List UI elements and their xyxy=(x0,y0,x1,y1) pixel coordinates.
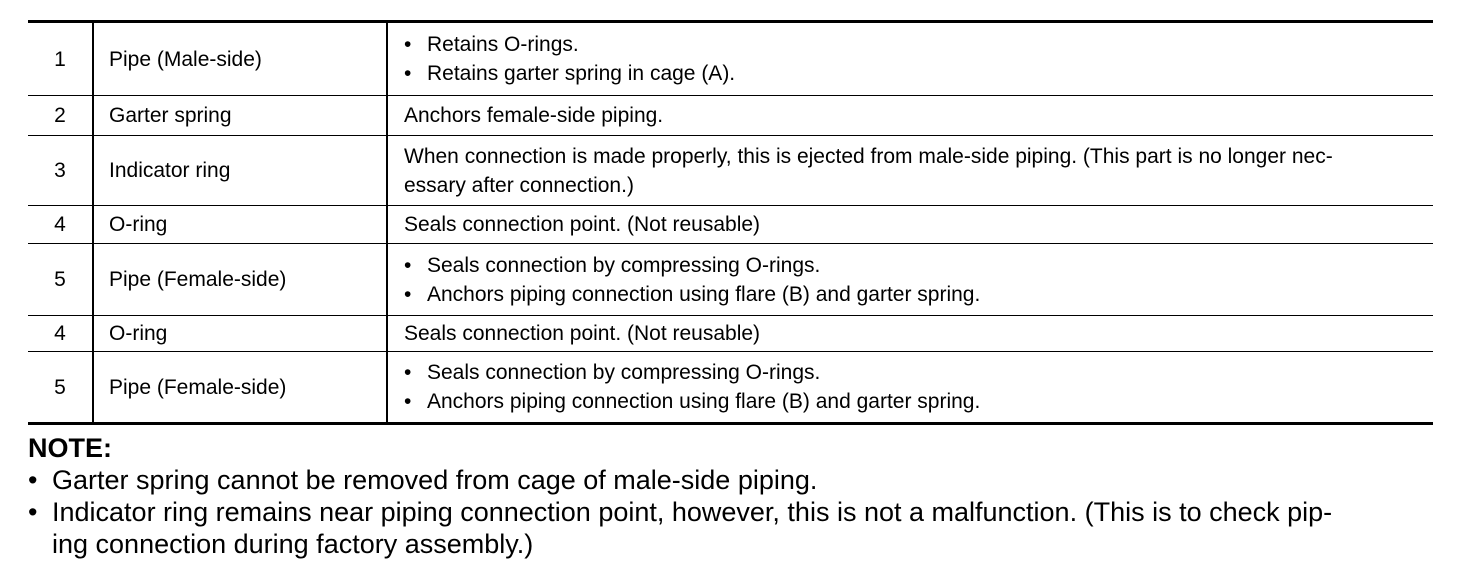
part-function: Anchors female-side piping. xyxy=(387,96,1433,136)
function-text-line: When connection is made properly, this is ejected from male-side piping. (This part is no longer nec- xyxy=(404,144,1333,168)
part-number: 1 xyxy=(28,22,93,96)
part-function: Seals connection point. (Not reusable) xyxy=(387,316,1433,352)
part-number: 4 xyxy=(28,206,93,244)
table-row xyxy=(28,96,1433,136)
table-row xyxy=(28,316,1433,352)
note-list xyxy=(28,464,1438,560)
table-row xyxy=(28,244,1433,316)
list-item xyxy=(28,496,1438,560)
part-name: Indicator ring xyxy=(93,136,387,206)
note-text-line: Garter spring cannot be removed from cage of male-side piping. xyxy=(52,465,818,495)
note-section xyxy=(28,432,1438,560)
list-item xyxy=(404,30,1425,59)
bullet-icon: • xyxy=(28,497,38,527)
part-name: Pipe (Female-side) xyxy=(93,244,387,316)
function-bullet-text: Anchors piping connection using flare (B) and garter spring. xyxy=(427,282,981,306)
function-bullet-text: Retains garter spring in cage (A). xyxy=(427,62,736,85)
list-item xyxy=(404,280,1425,309)
part-name: Pipe (Female-side) xyxy=(93,352,387,424)
part-number: 2 xyxy=(28,96,93,136)
bullet-icon: • xyxy=(404,361,412,384)
part-name: O-ring xyxy=(93,316,387,352)
function-bullet-text: Retains O-rings. xyxy=(427,33,579,56)
bullet-icon: • xyxy=(28,465,38,495)
function-bullet-text: Anchors piping connection using flare (B) and garter spring. xyxy=(427,390,981,413)
bullet-icon: • xyxy=(404,33,412,56)
part-name: O-ring xyxy=(93,206,387,244)
parts-table xyxy=(28,20,1433,425)
list-item xyxy=(404,358,1425,387)
part-number: 5 xyxy=(28,352,93,424)
list-item xyxy=(28,464,1438,496)
bullet-icon: • xyxy=(404,390,412,413)
part-name: Pipe (Male-side) xyxy=(93,22,387,96)
list-item xyxy=(404,251,1425,280)
table-row xyxy=(28,206,1433,244)
table-row xyxy=(28,22,1433,96)
table-row xyxy=(28,352,1433,424)
note-text-line: Indicator ring remains near piping connection point, however, this is not a malfunction. (This is to check pip- xyxy=(52,497,1333,527)
part-name: Garter spring xyxy=(93,96,387,136)
bullet-icon: • xyxy=(404,253,412,277)
list-item xyxy=(404,387,1425,416)
part-number: 5 xyxy=(28,244,93,316)
part-function xyxy=(387,352,1433,424)
part-number: 3 xyxy=(28,136,93,206)
note-text-line: ing connection during factory assembly.) xyxy=(52,529,534,559)
bullet-icon: • xyxy=(404,62,412,85)
function-bullet-text: Seals connection by compressing O-rings. xyxy=(427,361,821,384)
list-item xyxy=(404,59,1425,88)
part-function xyxy=(387,22,1433,96)
part-function xyxy=(387,136,1433,206)
function-bullet-text: Seals connection by compressing O-rings. xyxy=(427,253,821,277)
bullet-icon: • xyxy=(404,282,412,306)
note-title: NOTE: xyxy=(28,433,112,463)
function-text-line: essary after connection.) xyxy=(404,173,634,197)
table-row xyxy=(28,136,1433,206)
part-function xyxy=(387,244,1433,316)
part-function: Seals connection point. (Not reusable) xyxy=(387,206,1433,244)
part-number: 4 xyxy=(28,316,93,352)
